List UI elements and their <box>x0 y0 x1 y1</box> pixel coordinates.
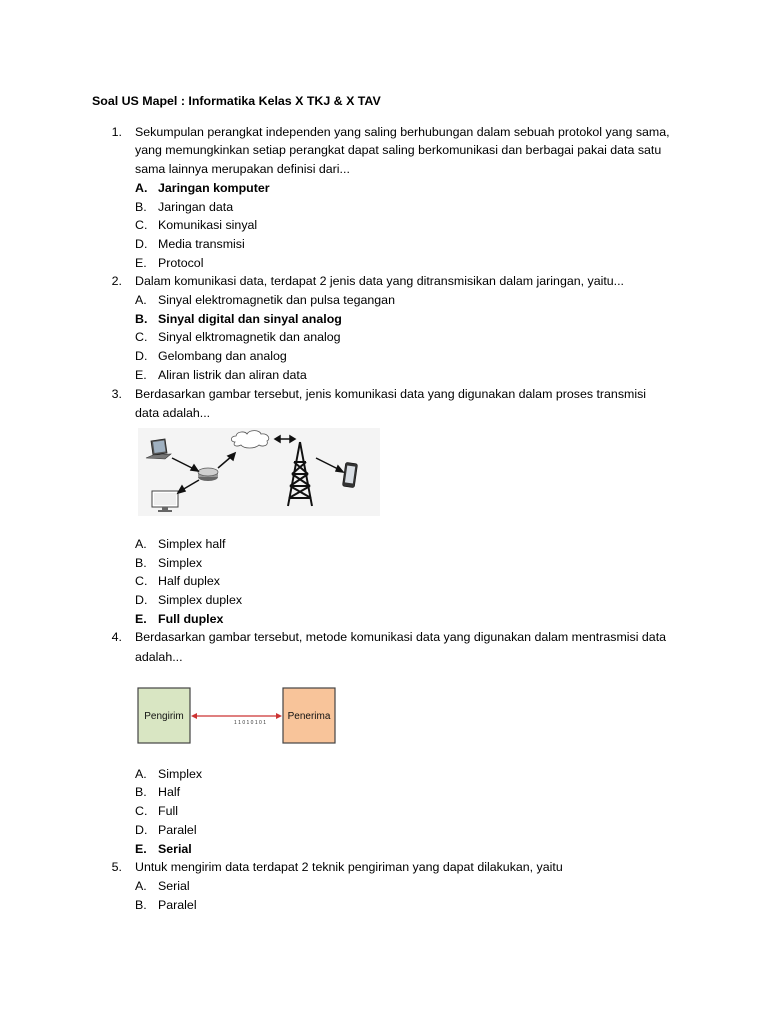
question-1-number: 1. <box>111 125 122 139</box>
q1-option-b-text: Jaringan data <box>158 200 234 214</box>
q4-option-a-text: Simplex <box>158 767 203 781</box>
q4-option-a-letter: A. <box>135 767 147 781</box>
question-1-line-1: Sekumpulan perangkat independen yang saling berhubungan dalam sebuah protokol yang sama, <box>135 125 670 139</box>
q5-option-b-letter: B. <box>135 898 147 912</box>
q1-option-e-text: Protocol <box>158 256 204 270</box>
q1-option-c-text: Komunikasi sinyal <box>158 218 258 232</box>
q4-option-b-letter: B. <box>135 785 147 799</box>
q1-option-c-letter: C. <box>135 218 148 232</box>
q5-option-a-text: Serial <box>158 879 190 893</box>
question-3-line-1: Berdasarkan gambar tersebut, jenis komunikasi data yang digunakan dalam proses transmisi <box>135 387 647 401</box>
q2-option-d-text: Gelombang dan analog <box>158 349 287 363</box>
q3-option-b-letter: B. <box>135 556 147 570</box>
question-3-number: 3. <box>111 387 122 401</box>
question-4-line-1: Berdasarkan gambar tersebut, metode komunikasi data yang digunakan dalam mentrasmisi data <box>135 630 667 644</box>
q4-option-d-text: Paralel <box>158 823 197 837</box>
question-5-line-1: Untuk mengirim data terdapat 2 teknik pengiriman yang dapat dilakukan, yaitu <box>135 860 563 874</box>
question-2-line-1: Dalam komunikasi data, terdapat 2 jenis data yang ditransmisikan dalam jaringan, yaitu... <box>135 274 625 288</box>
q3-option-b-text: Simplex <box>158 556 203 570</box>
q4-option-b-text: Half <box>158 785 181 799</box>
q5-option-b-text: Paralel <box>158 898 197 912</box>
q2-option-b-letter: B. <box>135 312 148 326</box>
q3-option-d-text: Simplex duplex <box>158 593 243 607</box>
q4-option-c-text: Full <box>158 804 178 818</box>
router-icon <box>198 468 218 481</box>
question-3-line-2: data adalah... <box>135 406 211 420</box>
q3-option-d-letter: D. <box>135 593 148 607</box>
q4-option-c-letter: C. <box>135 804 148 818</box>
q1-option-d-text: Media transmisi <box>158 237 245 251</box>
q2-option-c-text: Sinyal elktromagnetik dan analog <box>158 330 341 344</box>
q4-option-e-letter: E. <box>135 842 147 856</box>
question-5-number: 5. <box>111 860 122 874</box>
serial-transmission-diagram <box>136 686 338 746</box>
q2-option-e-letter: E. <box>135 368 147 382</box>
network-diagram <box>138 428 380 516</box>
q2-option-c-letter: C. <box>135 330 148 344</box>
q2-option-a-text: Sinyal elektromagnetik dan pulsa tegangan <box>158 293 395 307</box>
sender-label: Pengirim <box>144 711 184 722</box>
q5-option-a-letter: A. <box>135 879 147 893</box>
bit-stream-label: 1 1 0 1 0 1 0 1 <box>234 720 266 726</box>
question-4-number: 4. <box>111 630 122 644</box>
question-2-number: 2. <box>111 274 122 288</box>
q3-option-c-letter: C. <box>135 574 148 588</box>
q2-option-b-text: Sinyal digital dan sinyal analog <box>158 312 342 326</box>
q3-option-a-text: Simplex half <box>158 537 226 551</box>
q1-option-d-letter: D. <box>135 237 148 251</box>
bidirectional-arrow <box>191 713 282 719</box>
q4-option-e-text: Serial <box>158 842 192 856</box>
q4-option-d-letter: D. <box>135 823 148 837</box>
q2-option-d-letter: D. <box>135 349 148 363</box>
q3-option-e-letter: E. <box>135 612 147 626</box>
q2-option-a-letter: A. <box>135 293 147 307</box>
q1-option-e-letter: E. <box>135 256 147 270</box>
q1-option-b-letter: B. <box>135 200 147 214</box>
question-1-line-2: yang memungkinkan setiap perangkat dapat saling berkomunikasi dan berbagai pakai data satu <box>135 143 662 157</box>
q1-option-a-letter: A. <box>135 181 148 195</box>
q3-option-c-text: Half duplex <box>158 574 220 588</box>
document-title: Soal US Mapel : Informatika Kelas X TKJ & X TAV <box>92 94 381 108</box>
q2-option-e-text: Aliran listrik dan aliran data <box>158 368 307 382</box>
question-1-line-3: sama lainnya merupakan definisi dari... <box>135 162 350 176</box>
q3-option-e-text: Full duplex <box>158 612 224 626</box>
receiver-label: Penerima <box>287 711 331 722</box>
question-4-line-2: adalah... <box>135 650 183 664</box>
q1-option-a-text: Jaringan komputer <box>158 181 270 195</box>
q3-option-a-letter: A. <box>135 537 147 551</box>
